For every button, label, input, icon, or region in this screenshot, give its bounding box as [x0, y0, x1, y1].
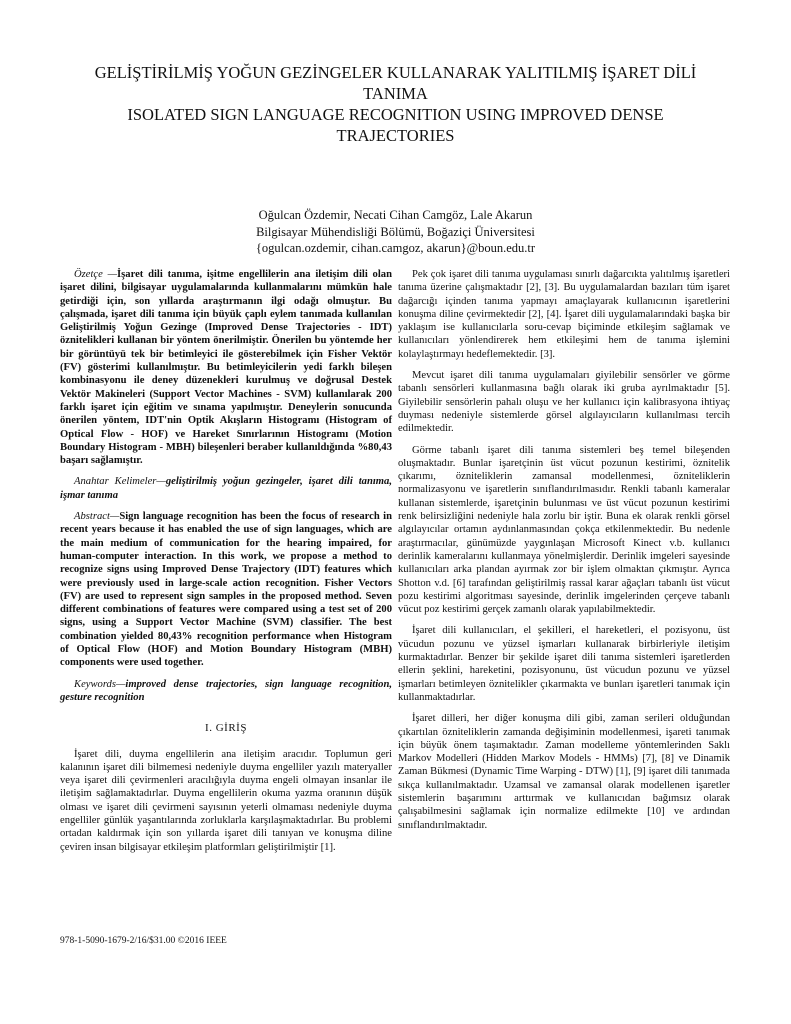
anahtar-text: geliştirilmiş yoğun gezingeler, işaret dili tanıma, işmar tanıma — [60, 476, 392, 501]
section-heading-giris: I. GİRİŞ — [205, 722, 247, 735]
anahtar-heading: Anahtar Kelimeler— — [74, 476, 166, 488]
abstract-text: Sign language recognition has been the focus of research in recent years because it has enabled the use of sign languages, which are the main medium of communication for the hearing impaired, for human-computer interaction. In this work, we propose a method to recognize signs using Improved Dense Trajectory (IDT) features which were previously used in large-scale action recognition. Fisher Vectors (FV) are used to represent sign samples in the proposed method. Seven different combinations of features were compared using a test set of 200 signs, using a Support Vector Machine (SVM) classifier. The best combination yielded 80,43% recognition performance when Histogram of Optical Flow (HOF) and Motion Boundary Histogram (MBH) components were used together. — [60, 511, 392, 669]
right-column — [398, 268, 730, 840]
body-paragraph: Pek çok işaret dili tanıma uygulaması sınırlı dağarcıkta yalıtılmış işaretleri tanıma üzerine çalışmaktadır [2], [3]. Bu uygulamalardan bazıları tüm işaret dağarcığı içinden tanıma yapmayı amaçlayarak kullanıcının işaretlerini konuşma diline çevirmektedir [2], [4]. İşaret dili uygulamalarındaki başka bir yaklaşım ise kullanıcılarla soru-cevap biçiminde etkileşim sağlamak ve kullanıcıları yönlendirerek hem etkileşimi hem de tanıma işlemini kolaylaştırmayı hedeflemektedir. [3]. — [398, 269, 730, 360]
author-names: Oğulcan Özdemir, Necati Cihan Camgöz, Lale Akarun — [258, 208, 533, 222]
body-paragraph: Mevcut işaret dili tanıma uygulamaları giyilebilir sensörler ve görme tabanlı sensörleri kullanmasına bağlı olarak iki gruba ayrılmaktadır [5]. Giyilebilir sensörlerin pahalı oluşu ve her kullanıcı için kalibrasyona ihtiyaç duyması nedeniyle sistemlerde görsel algılayıcıların kullanılması tercih edilmektedir. — [398, 370, 730, 435]
paper-title — [60, 62, 731, 146]
title-turkish-line-2: TANIMA — [363, 84, 428, 103]
author-block — [60, 207, 731, 257]
keywords-text: improved dense trajectories, sign language recognition, gesture recognition — [60, 678, 392, 703]
keywords — [60, 678, 392, 705]
anahtar-kelimeler — [60, 475, 392, 502]
body-paragraph: İşaret dili kullanıcıları, el şekilleri, el hareketleri, el pozisyonu, üst vücudun pozunu ve yüzsel işmarları kullanarak birbirleriyle iletişim kurmaktadırlar. Benzer bir şekilde işaret dili tanıma sistemleri işaretlerden ellerin şeklini, hareketini, pozisyonunu, üst vücudun pozunu ve yüzsel işmarları betimleyen öznitelikler çıkarmakta ve bunları işaretleri tanımak için kullanmaktadırlar. — [398, 625, 730, 703]
ozet-text: İşaret dili tanıma, işitme engellilerin ana iletişim dili olan işaret dilini, bilgisayar uygulamalarında kullanmalarını mümkün hale getirdiği için, son yıllarda araştırmanın ilgi odağı olmuştur. Bu çalışmada, işaret dili tanıma için büyük çaplı eylem tanımada kullanılan Geliştirilmiş Yoğun Gezinge (Improved Dense Trajectories - IDT) öznitelikleri kullanan bir yöntem önerilmiştir. Önerilen bu yöntemde her bir görüntüyü tek bir betimleyici ile gösterebilmek için Fisher Vektör (FV) gösterimi kullanılmıştır. Bu betimleyicilerin yedi farklı bileşen kombinasyonu ile deney düzenekleri kurulmuş ve doğrusal Destek Vektör Makineleri (Support Vector Machines - SVM) kullanılarak 200 farklı işaret için eğitim ve sınama yapılmıştır. Deneylerin sonucunda önerilen yöntem, IDT'nin Optik Akışların Histogramı (Histogram of Optical Flow - HOF) ve Hareket Sınırlarının Histogramı (Motion Boundary Histogram - MBH) bileşenleri beraber kullanıldığında %80,43 başarı sağlamıştır. — [60, 269, 392, 467]
copyright-footer: 978-1-5090-1679-2/16/$31.00 ©2016 IEEE — [60, 936, 227, 946]
author-emails: {ogulcan.ozdemir, cihan.camgoz, akarun}@boun.edu.tr — [255, 241, 536, 255]
title-english-line-1: ISOLATED SIGN LANGUAGE RECOGNITION USING IMPROVED DENSE — [127, 105, 664, 124]
title-english-line-2: TRAJECTORIES — [336, 126, 455, 145]
ozet-abstract — [60, 268, 392, 467]
left-column — [60, 268, 392, 862]
author-affiliation: Bilgisayar Mühendisliği Bölümü, Boğaziçi Üniversitesi — [256, 224, 535, 239]
keywords-heading: Keywords— — [74, 678, 126, 690]
english-abstract — [60, 510, 392, 670]
body-paragraph: Görme tabanlı işaret dili tanıma sistemleri beş temel bileşenden oluşmaktadır. Bunlar işaretçinin üst vücut pozunun kestirimi, öznitelik çıkarımı, özniteliklerin zamansal modellenmesi, özniteliklerin normalizasyonu ve işaretlerin sınıflandırılmasıdır. Renkli tabanlı kameralar kullanan sistemlerde, işaretçinin bulunması ve üst vücut pozunun kestirimi renk belirsizliğini nedeniyle hala zorlu bir iştir. Buna ek olarak renkli görsel algılayıcılar ortamın aydınlanmasından çokça etkilenmektedir. Bu nedenle araştırmacılar, günümüzde yaygınlaşan Microsoft Kinect v.b. kullanıcı derinlik kameralarını kullanmaya yönelmişlerdir. Derinlik imgeleri sayesinde kullanıcıları arka plandan ayırmak zor bir işlem olmaktan çıkmıştır. Ayrıca Shotton v.d. [6] tarafından geliştirilmiş rassal karar ağaçları tabanlı üst vücut pozu kestirimi algoritması sayesinde, derinlik imgelerinden çerçeve tabanlı vücut poz kestirimi gerçek zamanlı olarak yapılabilmektedir. — [398, 444, 730, 616]
ozet-heading: Özetçe — — [74, 269, 118, 280]
body-paragraph: İşaret dilleri, her diğer konuşma dili gibi, zaman serileri olduğundan çıkartılan özniteliklerin zamanda değişiminin modellenmesi, işareti tanımak için büyük önem taşımaktadır. Zaman modelleme yöntemlerinden Saklı Markov Modelleri (Hidden Markov Models - HMMs) [7], [8] ve Dinamik Zaman Bükmesi (Dynamic Time Warping - DTW) [1], [9] işaret dili tanımada sıkça kullanılmaktadır. Uzamsal ve zamansal olarak modellenen işaretler sistemlerin başarımını arttırmak ve kullanıcıdan bağımsız olarak çalışabilmesini sağlamak için normalize edilmekte [10] ve ardından sınıflandırılmaktadır. — [398, 713, 730, 831]
abstract-heading: Abstract— — [74, 511, 120, 523]
body-paragraph: İşaret dili, duyma engellilerin ana iletişim aracıdır. Toplumun geri kalanının işaret dili bilmemesi nedeniyle duyma engelliler yazılı materyaller veya işaret dili çevirmenleri aracılığıyla duyma engeli olmayan insanlar ile iletişim sağlamaktadırlar. Duyma engellilerin okuma yazma oranının düşük olması ve işaret dili çevirmeni sayısının yeterli olmaması nedeniyle duyma engelliler günlük yaşantılarında zorluklarla karşılaşmaktadırlar. Bu problemi ortadan kaldırmak için son yıllarda işaret dili tanıyan ve konuşma diline çeviren insan bilgisayar etkileşim platformları geliştirilmiştir [1]. — [60, 748, 392, 853]
title-turkish-line-1: GELİŞTİRİLMİŞ YOĞUN GEZİNGELER KULLANARAK YALITILMIŞ İŞARET DİLİ — [94, 63, 697, 82]
